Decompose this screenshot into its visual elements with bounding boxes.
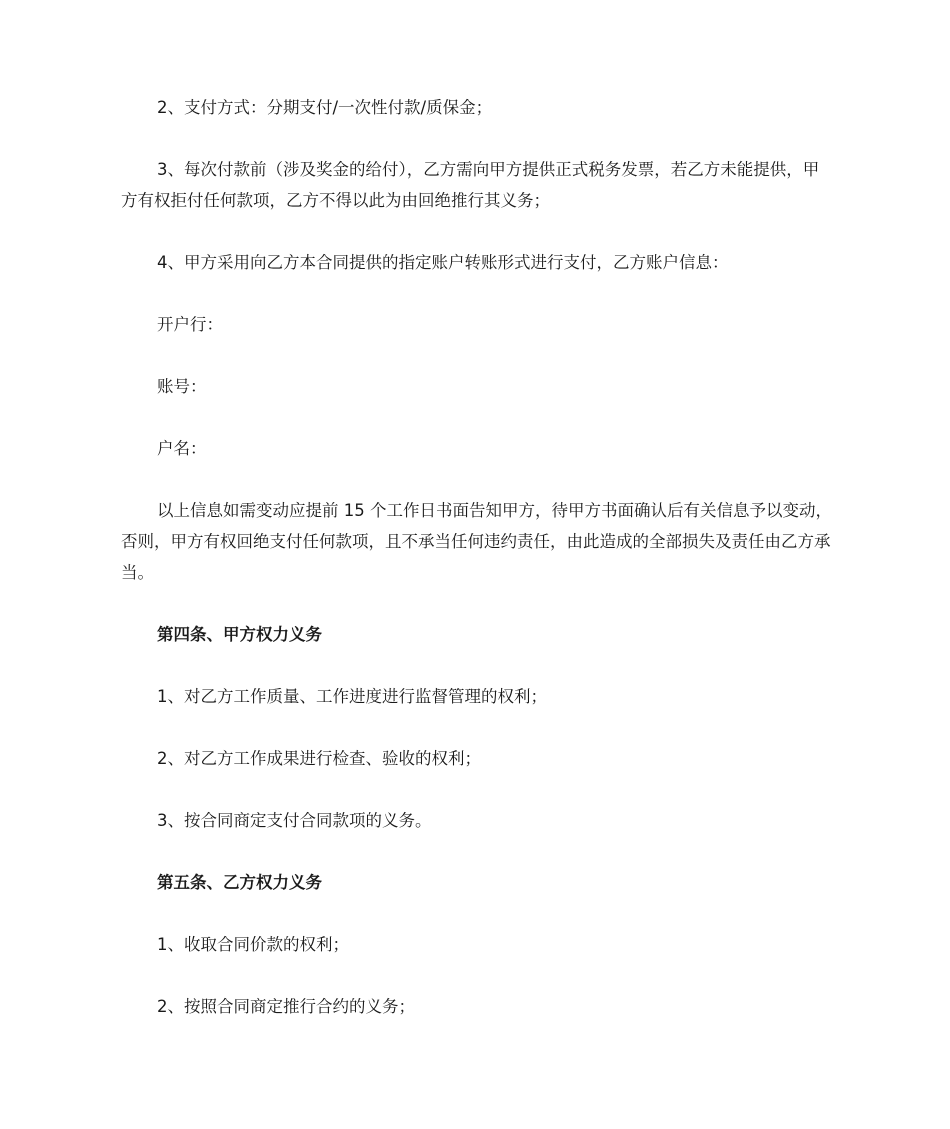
- party-b-right-1: 1、收取合同价款的权利；: [157, 935, 349, 954]
- party-a-right-2: 2、对乙方工作成果进行检查、验收的权利；: [157, 749, 481, 768]
- section-heading-party-a-rights: 第四条、甲方权力义务: [157, 625, 322, 644]
- bank-name-field-label: 开户行：: [157, 315, 223, 334]
- party-a-right-1: 1、对乙方工作质量、工作进度进行监督管理的权利；: [157, 687, 547, 706]
- invoice-paragraph: 3、每次付款前（涉及奖金的给付），乙方需向甲方提供正式税务发票，若乙方未能提供，甲方有权拒付任何款项，乙方不得以此为由回绝推行其义务；: [121, 160, 820, 210]
- party-a-duty-3: 3、按合同商定支付合同款项的义务。: [157, 811, 432, 830]
- info-change-paragraph: 以上信息如需变动应提前 15 个工作日书面告知甲方，待甲方书面确认后有关信息予以变动，否则，甲方有权回绝支付任何款项，且不承当任何违约责任，由此造成的全部损失及责任由乙方承当。: [121, 501, 832, 582]
- payment-method-paragraph: 2、支付方式：分期支付/一次性付款/质保金；: [157, 98, 493, 117]
- account-number-field-label: 账号：: [157, 377, 207, 396]
- account-holder-field-label: 户名：: [157, 439, 207, 458]
- section-heading-party-b-rights: 第五条、乙方权力义务: [157, 873, 322, 892]
- document-body: [121, 92, 833, 1022]
- account-transfer-paragraph: 4、甲方采用向乙方本合同提供的指定账户转账形式进行支付，乙方账户信息：: [157, 253, 729, 272]
- party-b-duty-2: 2、按照合同商定推行合约的义务；: [157, 997, 415, 1016]
